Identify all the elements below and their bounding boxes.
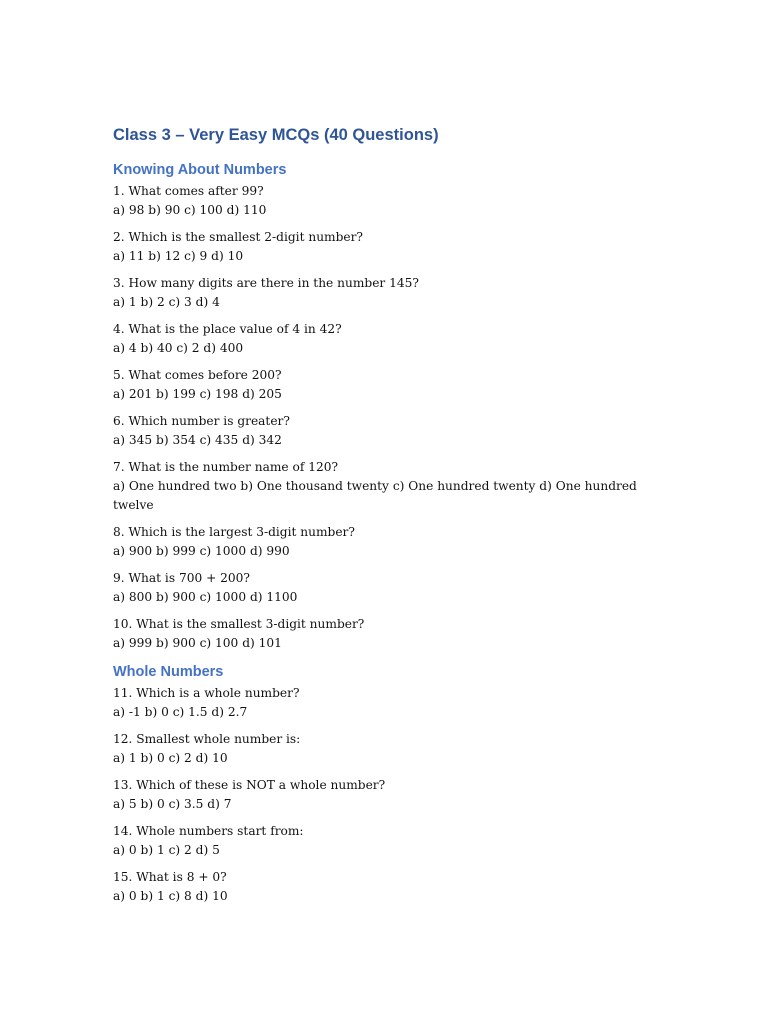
question-item: [113, 776, 673, 814]
question-text: 8. Which is the largest 3-digit number?: [113, 525, 355, 539]
section-heading-whole-numbers: Whole Numbers: [113, 664, 224, 680]
question-options: a) -1 b) 0 c) 1.5 d) 2.7: [113, 705, 248, 719]
question-options: a) 1 b) 0 c) 2 d) 10: [113, 751, 228, 765]
question-options: a) 201 b) 199 c) 198 d) 205: [113, 387, 282, 401]
question-options: a) 0 b) 1 c) 2 d) 5: [113, 843, 220, 857]
question-text: 14. Whole numbers start from:: [113, 824, 304, 838]
question-text: 15. What is 8 + 0?: [113, 870, 227, 884]
question-list-knowing-about-numbers: [113, 182, 673, 653]
question-options: a) 5 b) 0 c) 3.5 d) 7: [113, 797, 232, 811]
question-text: 4. What is the place value of 4 in 42?: [113, 322, 342, 336]
question-text: 6. Which number is greater?: [113, 414, 290, 428]
question-item: [113, 228, 673, 266]
question-item: [113, 822, 673, 860]
document-title: Class 3 – Very Easy MCQs (40 Questions): [113, 126, 439, 144]
question-item: [113, 569, 673, 607]
question-options: a) 98 b) 90 c) 100 d) 110: [113, 203, 267, 217]
question-text: 5. What comes before 200?: [113, 368, 282, 382]
question-options: a) 1 b) 2 c) 3 d) 4: [113, 295, 220, 309]
section-heading-knowing-about-numbers: Knowing About Numbers: [113, 162, 287, 178]
question-text: 12. Smallest whole number is:: [113, 732, 301, 746]
question-text: 11. Which is a whole number?: [113, 686, 300, 700]
question-options: a) 345 b) 354 c) 435 d) 342: [113, 433, 282, 447]
question-options: a) 0 b) 1 c) 8 d) 10: [113, 889, 228, 903]
question-options: a) 11 b) 12 c) 9 d) 10: [113, 249, 244, 263]
question-options: a) 800 b) 900 c) 1000 d) 1100: [113, 590, 298, 604]
question-list-whole-numbers: [113, 684, 673, 906]
question-text: 2. Which is the smallest 2-digit number?: [113, 230, 363, 244]
question-options: a) 4 b) 40 c) 2 d) 400: [113, 341, 244, 355]
question-item: [113, 523, 673, 561]
question-text: 13. Which of these is NOT a whole number?: [113, 778, 386, 792]
question-options: a) 900 b) 999 c) 1000 d) 990: [113, 544, 290, 558]
question-item: [113, 366, 673, 404]
question-item: [113, 412, 673, 450]
question-item: [113, 458, 673, 515]
question-item: [113, 730, 673, 768]
question-options: a) 999 b) 900 c) 100 d) 101: [113, 636, 282, 650]
question-text: 9. What is 700 + 200?: [113, 571, 250, 585]
question-item: [113, 615, 673, 653]
question-text: 10. What is the smallest 3-digit number?: [113, 617, 365, 631]
question-text: 3. How many digits are there in the number 145?: [113, 276, 419, 290]
question-item: [113, 684, 673, 722]
question-item: [113, 182, 673, 220]
document-page: [113, 123, 673, 914]
question-item: [113, 320, 673, 358]
question-options: a) One hundred two b) One thousand twenty c) One hundred twenty d) One hundred twelve: [113, 479, 637, 512]
question-text: 7. What is the number name of 120?: [113, 460, 339, 474]
question-item: [113, 274, 673, 312]
question-item: [113, 868, 673, 906]
question-text: 1. What comes after 99?: [113, 184, 264, 198]
